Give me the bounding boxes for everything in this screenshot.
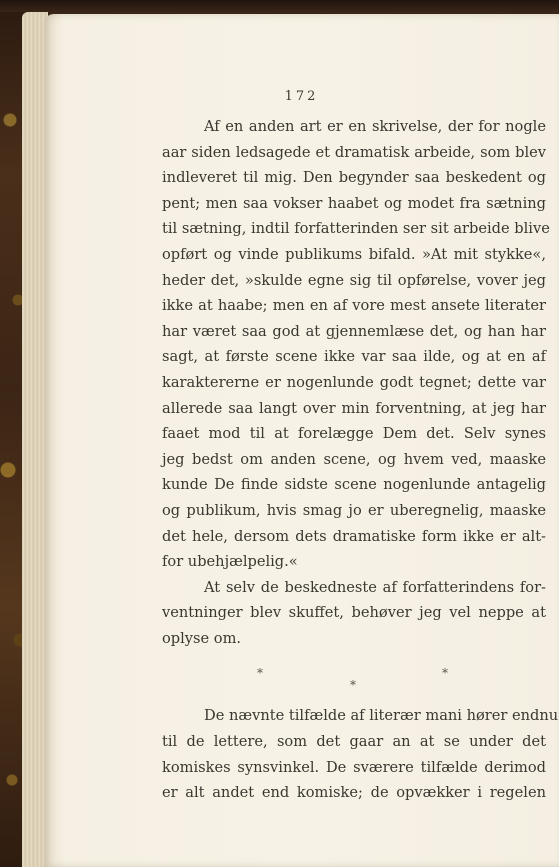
text-line: til de lettere, som det gaar an at se under det: [162, 733, 546, 751]
text-line: faaet mod til at forelægge Dem det. Selv synes: [162, 425, 546, 443]
text-line: jeg bedst om anden scene, og hvem ved, maaske: [162, 450, 546, 468]
section-break-asterisks: [162, 651, 546, 703]
text-line: er alt andet end komiske; de opvækker i regelen: [162, 784, 546, 802]
text-line: ikke at haabe; men en af vore mest ansete literater: [162, 297, 546, 315]
asterisk: *: [257, 666, 263, 681]
text-line: kunde De finde sidste scene nogenlunde antagelig: [162, 476, 546, 494]
text-line: til sætning, indtil forfatterinden ser sit arbeide blive: [162, 220, 550, 238]
text-line: for ubehjælpelig.«: [162, 553, 298, 571]
text-line: karaktererne er nogenlunde godt tegnet; dette var: [162, 373, 546, 391]
text-line: oplyse om.: [162, 629, 242, 647]
text-line: At selv de beskedneste af forfatterindens for-: [204, 578, 546, 596]
top-shadow: [0, 0, 559, 12]
paragraph-1: [162, 114, 550, 575]
page-text: [162, 114, 559, 806]
text-line: heder det, »skulde egne sig til opførelse, vover jeg: [162, 271, 546, 289]
text-line: De nævnte tilfælde af literær mani hører endnu: [204, 707, 559, 725]
paragraph-2: [162, 575, 546, 652]
text-line: Af en anden art er en skrivelse, der for nogle: [204, 118, 546, 135]
text-line: sagt, at første scene ikke var saa ilde, og at en af: [162, 348, 546, 366]
text-line: komiskes synsvinkel. De sværere tilfælde derimod: [162, 758, 546, 776]
text-line: indleveret til mig. Den begynder saa beskedent og: [162, 169, 546, 187]
page-number: 172: [284, 89, 319, 104]
text-line: ventninger blev skuffet, behøver jeg vel neppe at: [162, 604, 546, 622]
text-line: aar siden ledsagede et dramatisk arbeide, som blev: [162, 143, 546, 161]
asterisk: *: [442, 666, 448, 681]
text-line: det hele, dersom dets dramatiske form ikke er alt-: [162, 527, 546, 545]
text-line: opført og vinde publikums bifald. »At mit stykke«,: [162, 245, 546, 263]
text-line: pent; men saa vokser haabet og modet fra sætning: [162, 194, 546, 212]
text-line: har været saa god at gjennemlæse det, og han har: [162, 322, 546, 340]
book-page: [44, 14, 559, 867]
text-line: allerede saa langt over min forventning, at jeg har: [162, 399, 546, 417]
text-line: og publikum, hvis smag jo er uberegnelig, maaske: [162, 501, 546, 519]
asterisk: *: [350, 678, 356, 693]
paragraph-3: [162, 703, 559, 805]
